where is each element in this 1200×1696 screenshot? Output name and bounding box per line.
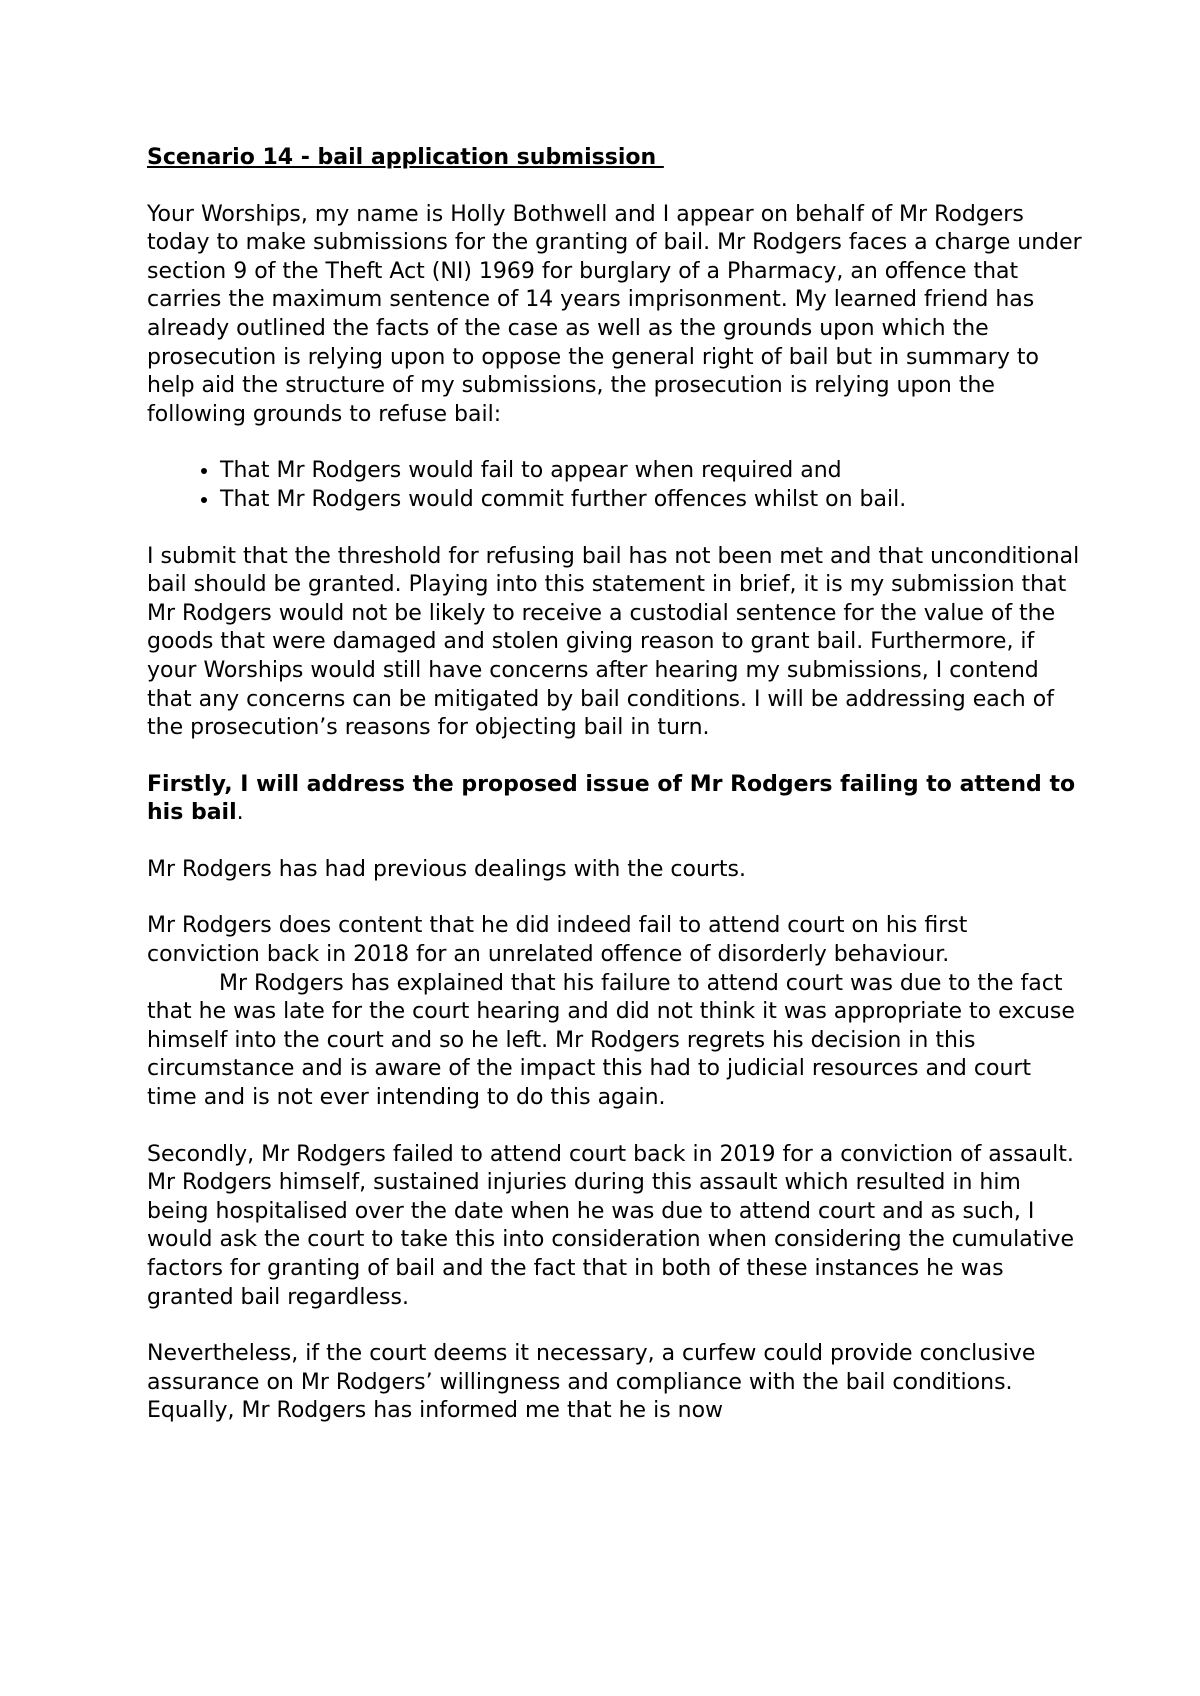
list-item: • That Mr Rodgers would commit further offences whilst on bail. — [220, 486, 1087, 515]
list-item: • That Mr Rodgers would fail to appear when required and — [220, 457, 1087, 486]
section-heading-period: . — [236, 800, 244, 826]
first-failure-text: Mr Rodgers does content that he did indeed fail to attend court on his first conviction back in 2018 for an unrelated offence of disorderly behaviour. — [147, 913, 968, 968]
section-heading — [147, 771, 1087, 828]
first-failure-paragraph — [147, 912, 1087, 1112]
document-title: Scenario 14 - bail application submission — [147, 145, 664, 170]
curfew-paragraph: Nevertheless, if the court deems it necessary, a curfew could provide conclusive assurance on Mr Rodgers’ willingness and compliance with the bail conditions. Equally, Mr Rodgers has informed me that he is now — [147, 1341, 1036, 1424]
section-heading-text: Firstly, I will address the proposed issue of Mr Rodgers failing to attend to his bail — [147, 771, 1076, 826]
previous-dealings-paragraph: Mr Rodgers has had previous dealings with the courts. — [147, 856, 747, 882]
submission-paragraph: I submit that the threshold for refusing bail has not been met and that unconditional bail should be granted. Playing into this statement in brief, it is my submission that Mr Rodgers would not be likely to receive a custodial sentence for the value of the goods that were damaged and stolen giving reason to grant bail. Furthermore, if your Worships would still have concerns after hearing my submissions, I contend that any concerns can be mitigated by bail conditions. I will be addressing each of the prosecution’s reasons for objecting bail in turn. — [147, 543, 1080, 741]
first-failure-explanation: Mr Rodgers has explained that his failure to attend court was due to the fact that he was late for the court hearing and did not think it was appropriate to excuse himself into the court and so he left. Mr Rodgers regrets his decision in this circumstance and is aware of the impact this had to judicial resources and court time and is not ever intending to do this again. — [147, 970, 1075, 1111]
second-failure-paragraph: Secondly, Mr Rodgers failed to attend court back in 2019 for a conviction of assault. Mr Rodgers himself, sustained injuries during this assault which resulted in him being hospitalised over the date when he was due to attend court and as such, I would ask the court to take this into consideration when considering the cumulative factors for granting of bail and the fact that in both of these instances he was granted bail regardless. — [147, 1141, 1075, 1310]
document-page — [147, 144, 1087, 1454]
grounds-list — [147, 457, 1087, 514]
intro-paragraph: Your Worships, my name is Holly Bothwell and I appear on behalf of Mr Rodgers today to make submissions for the granting of bail. Mr Rodgers faces a charge under section 9 of the Theft Act (NI) 1969 for burglary of a Pharmacy, an offence that carries the maximum sentence of 14 years imprisonment. My learned friend has already outlined the facts of the case as well as the grounds upon which the prosecution is relying upon to oppose the general right of bail but in summary to help aid the structure of my submissions, the prosecution is relying upon the following grounds to refuse bail: — [147, 201, 1082, 427]
